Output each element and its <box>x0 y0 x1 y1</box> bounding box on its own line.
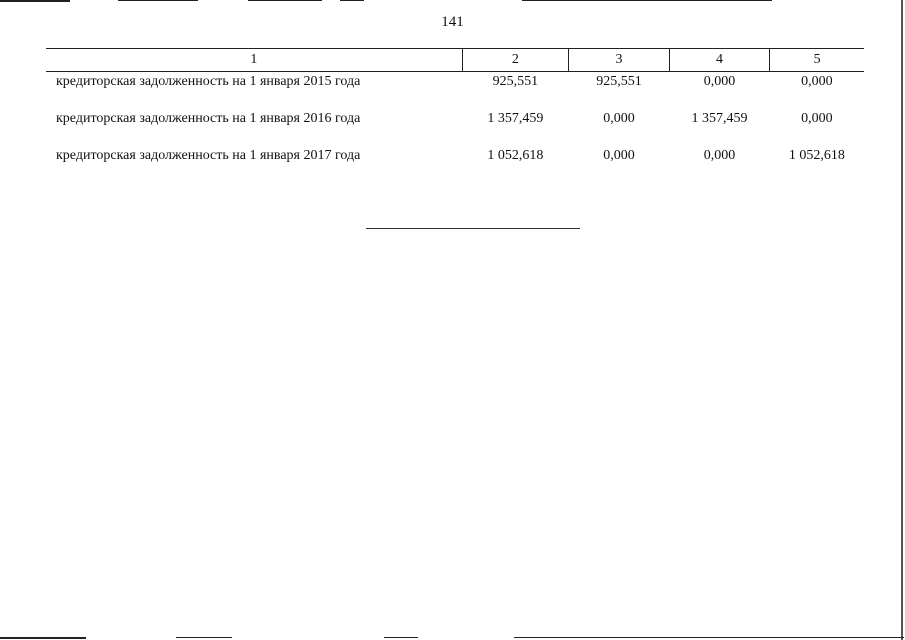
row-label: кредиторская задолженность на 1 января 2016 года <box>56 111 361 126</box>
table-cell: 1 357,459 <box>487 111 544 126</box>
table-row <box>46 109 864 146</box>
column-header: 1 <box>46 49 462 72</box>
column-header: 4 <box>669 49 770 72</box>
table-cell: 0,000 <box>703 74 736 89</box>
table-cell: 1 357,459 <box>691 111 748 126</box>
debt-table <box>46 48 864 183</box>
table-cell: 0,000 <box>801 74 833 89</box>
table-header-row <box>46 49 864 72</box>
page-number: 141 <box>441 14 464 30</box>
scan-edge-bottom-right <box>514 637 904 638</box>
document-end-rule <box>366 228 580 229</box>
table-cell: 0,000 <box>603 111 635 126</box>
table-cell: 0,000 <box>603 148 635 163</box>
scan-edge-top-mid3 <box>340 0 364 1</box>
scan-edge-bottom-mid1 <box>176 637 232 638</box>
scan-edge-top-mid2 <box>248 0 322 1</box>
scan-edge-top-left <box>0 0 70 2</box>
scan-edge-top-mid1 <box>118 0 198 1</box>
table-cell: 925,551 <box>596 74 642 89</box>
table-cell: 1 052,618 <box>487 148 544 163</box>
table-cell: 925,551 <box>492 74 539 89</box>
scan-edge-bottom-left <box>0 637 86 639</box>
table-row <box>46 146 864 183</box>
row-label: кредиторская задолженность на 1 января 2017 года <box>56 148 361 163</box>
table-cell: 0,000 <box>703 148 736 163</box>
table-cell: 0,000 <box>801 111 833 126</box>
column-header: 2 <box>462 49 569 72</box>
table-row <box>46 72 864 110</box>
column-header: 3 <box>569 49 670 72</box>
column-header: 5 <box>770 49 864 72</box>
scan-edge-top-right <box>522 0 772 1</box>
scan-edge-bottom-mid2 <box>384 637 418 638</box>
scan-edge-right <box>901 0 903 640</box>
row-label: кредиторская задолженность на 1 января 2015 года <box>56 74 361 89</box>
table-cell: 1 052,618 <box>788 148 845 163</box>
